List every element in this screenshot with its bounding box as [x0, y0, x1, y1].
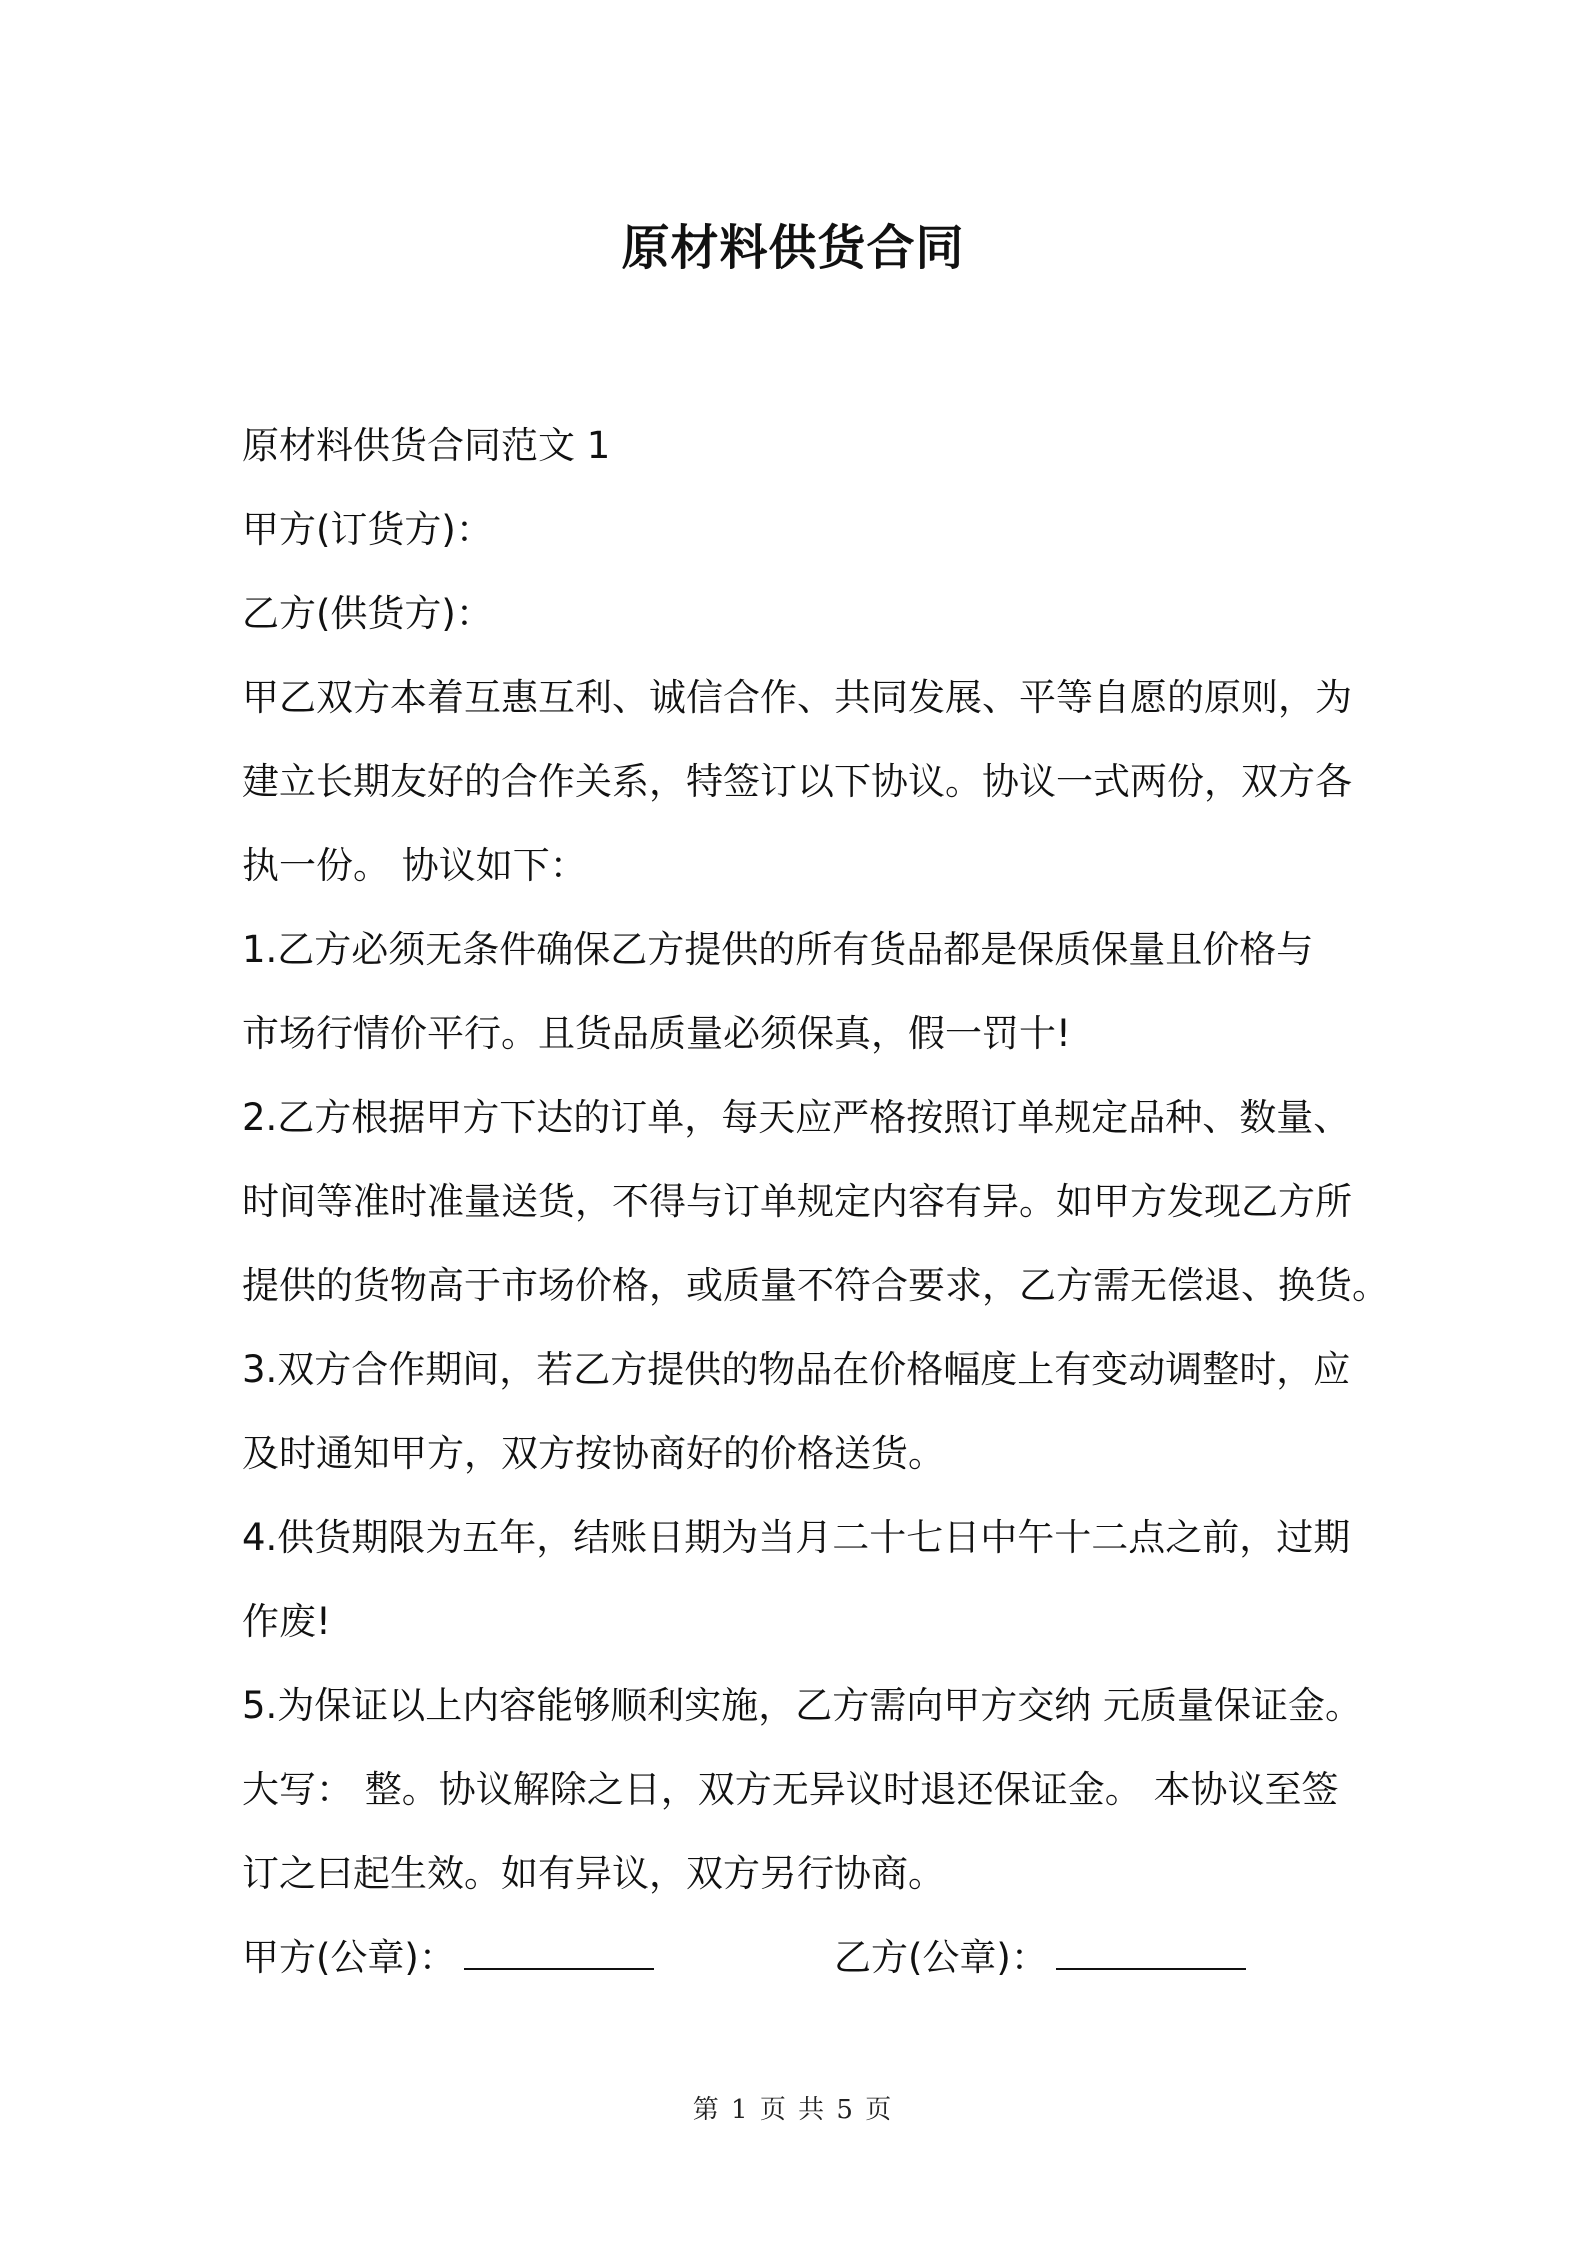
party-a-seal-label: 甲方(公章)： — [242, 1936, 456, 1979]
clause-line: 及时通知甲方，双方按协商好的价格送货。 — [242, 1432, 945, 1475]
signature-row — [242, 1916, 1362, 2000]
party-a-signature-blank — [464, 1916, 654, 1970]
clause-line: 4.供货期限为五年，结账日期为当月二十七日中午十二点之前，过期 — [242, 1516, 1351, 1559]
clause-line: 提供的货物高于市场价格，或质量不符合要求，乙方需无偿退、换货。 — [242, 1264, 1389, 1307]
party-a-label: 甲方(订货方)： — [242, 508, 493, 551]
clause-line: 作废! — [242, 1600, 331, 1643]
page-footer: 第 1 页 共 5 页 — [692, 2095, 894, 2125]
paragraph-line: 建立长期友好的合作关系，特签订以下协议。协议一式两份，双方各 — [242, 760, 1352, 803]
clause-line: 订之曰起生效。如有异议，双方另行协商。 — [242, 1852, 945, 1895]
party-a-seal — [242, 1916, 654, 2000]
paragraph-line: 甲乙双方本着互惠互利、诚信合作、共同发展、平等自愿的原则，为 — [242, 676, 1352, 719]
page-title: 原材料供货合同 — [621, 220, 965, 276]
party-b-signature-blank — [1056, 1916, 1246, 1970]
clause-line: 时间等准时准量送货，不得与订单规定内容有异。如甲方发现乙方所 — [242, 1180, 1352, 1223]
document-body — [242, 404, 1389, 1916]
clause-line: 1.乙方必须无条件确保乙方提供的所有货品都是保质保量且价格与 — [242, 928, 1314, 971]
party-b-seal-label: 乙方(公章)： — [834, 1936, 1048, 1979]
clause-line: 3.双方合作期间，若乙方提供的物品在价格幅度上有变动调整时，应 — [242, 1348, 1351, 1391]
party-b-label: 乙方(供货方)： — [242, 592, 493, 635]
party-b-seal — [834, 1916, 1246, 2000]
clause-line: 5.为保证以上内容能够顺利实施，乙方需向甲方交纳 元质量保证金。 — [242, 1684, 1363, 1727]
clause-line: 大写： 整。协议解除之日，双方无异议时退还保证金。 本协议至签 — [242, 1768, 1339, 1811]
paragraph-line: 执一份。 协议如下： — [242, 844, 587, 887]
clause-line: 2.乙方根据甲方下达的订单，每天应严格按照订单规定品种、数量、 — [242, 1096, 1351, 1139]
clause-line: 市场行情价平行。且货品质量必须保真，假一罚十! — [242, 1012, 1071, 1055]
document-subtitle: 原材料供货合同范文 1 — [242, 424, 611, 467]
